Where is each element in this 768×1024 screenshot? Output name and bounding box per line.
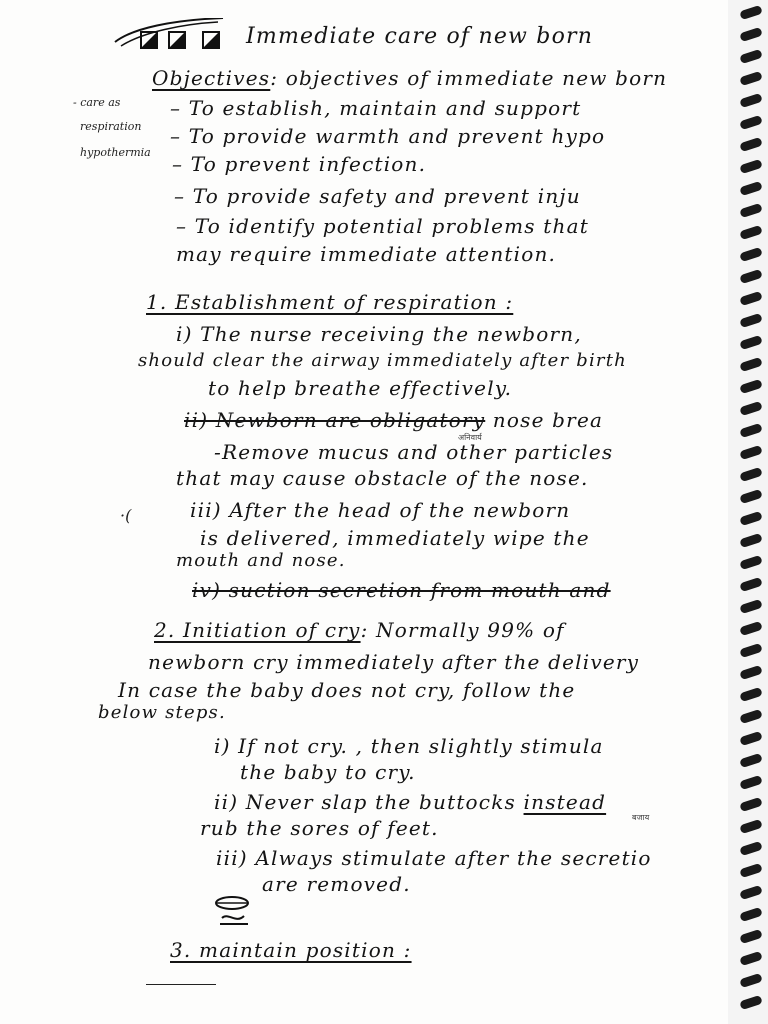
objective-item: – To prevent infection. [172,152,427,176]
section1-point3-line: iii) After the head of the newborn [190,498,571,522]
section2-point-line: i) If not cry. , then slightly stimula [214,734,604,758]
spiral-coil [739,93,763,108]
spiral-coil [739,291,763,306]
objective-continuation: may require immediate attention. [176,242,557,266]
spiral-coil [739,269,763,284]
spiral-coil [739,467,763,482]
spiral-coil [739,819,763,834]
section2-line: newborn cry immediately after the delivery [148,650,640,674]
spiral-coil [739,951,763,966]
spiral-coil [739,643,763,658]
section2-point-line: rub the sores of feet. [200,816,439,840]
spiral-coil [739,379,763,394]
spiral-coil [739,181,763,196]
margin-note: hypothermia [80,146,151,159]
hindi-note: बजाय [632,813,650,822]
section1-point2-line: -Remove mucus and other particles [214,440,614,464]
spiral-coil [739,49,763,64]
scribble-doodle-icon [208,894,258,934]
objective-item: – To provide warmth and prevent hypo [170,124,606,148]
spiral-coil [739,885,763,900]
section2-heading: 2. Initiation of cry: Normally 99% of [154,618,565,642]
margin-note: respiration [80,120,142,133]
objective-item: – To provide safety and prevent inju [174,184,581,208]
margin-note: - care as [73,96,121,109]
spiral-coil [739,973,763,988]
section1-point2-line: that may cause obstacle of the nose. [176,466,589,490]
spiral-coil [739,203,763,218]
spiral-coil [739,775,763,790]
spiral-coil [739,863,763,878]
margin-mark: ·( [120,506,132,525]
section-heading: 1. Establishment of respiration : [146,290,514,314]
spiral-coil [739,995,763,1010]
section2-line: In case the baby does not cry, follow the [118,678,576,702]
spiral-coil [739,599,763,614]
page-title: Immediate care of new born [246,24,594,49]
spiral-coil [739,533,763,548]
spiral-coil [739,225,763,240]
section1-point1-line: to help breathe effectively. [208,376,513,400]
section1-point3-line: is delivered, immediately wipe the [200,526,590,550]
section3-heading: 3. maintain position : [170,938,412,962]
objectives-heading: Objectives: objectives of immediate new born [152,66,668,90]
spiral-coil [739,159,763,174]
objective-item: – To establish, maintain and support [170,96,582,120]
spiral-coil [739,115,763,130]
objective-item: – To identify potential problems that [176,214,589,238]
spiral-coil [739,841,763,856]
section1-point3-line: mouth and nose. [176,550,346,571]
spiral-coil [739,489,763,504]
spiral-coil [739,71,763,86]
section1-point4-struck: iv) suction secretion from mouth and [192,578,611,602]
section2-point-line: ii) Never slap the buttocks instead [214,790,607,814]
spiral-coil [739,5,763,20]
spiral-coil [739,665,763,680]
spiral-coil [739,137,763,152]
spiral-coil [739,907,763,922]
section2-point-line: are removed. [262,872,411,896]
spiral-coil [739,445,763,460]
spiral-coil [739,247,763,262]
spiral-coil [739,555,763,570]
spiral-coil [739,335,763,350]
hindi-note: अनिवार्य [458,433,482,442]
section2-point-line: the baby to cry. [240,760,416,784]
section1-point1-line: should clear the airway immediately after birth [138,350,627,371]
section2-line: below steps. [98,702,226,723]
spiral-coil [739,709,763,724]
section1-point1-line: i) The nurse receiving the newborn, [176,322,582,346]
spiral-coil [739,577,763,592]
spiral-coil [739,687,763,702]
spiral-coil [739,27,763,42]
section1-point2: ii) Newborn are obligatory nose brea [184,408,604,432]
spiral-coil [739,401,763,416]
checkbox-doodle-icon [113,18,231,52]
spiral-coil [739,511,763,526]
spiral-coil [739,929,763,944]
spiral-coil [739,753,763,768]
spiral-coil [739,731,763,746]
spiral-coil [739,357,763,372]
spiral-coil [739,621,763,636]
spiral-binding [728,0,768,1024]
spiral-coil [739,313,763,328]
spiral-coil [739,423,763,438]
rule-line [146,984,216,985]
spiral-coil [739,797,763,812]
section2-point-line: iii) Always stimulate after the secretio [216,846,652,870]
